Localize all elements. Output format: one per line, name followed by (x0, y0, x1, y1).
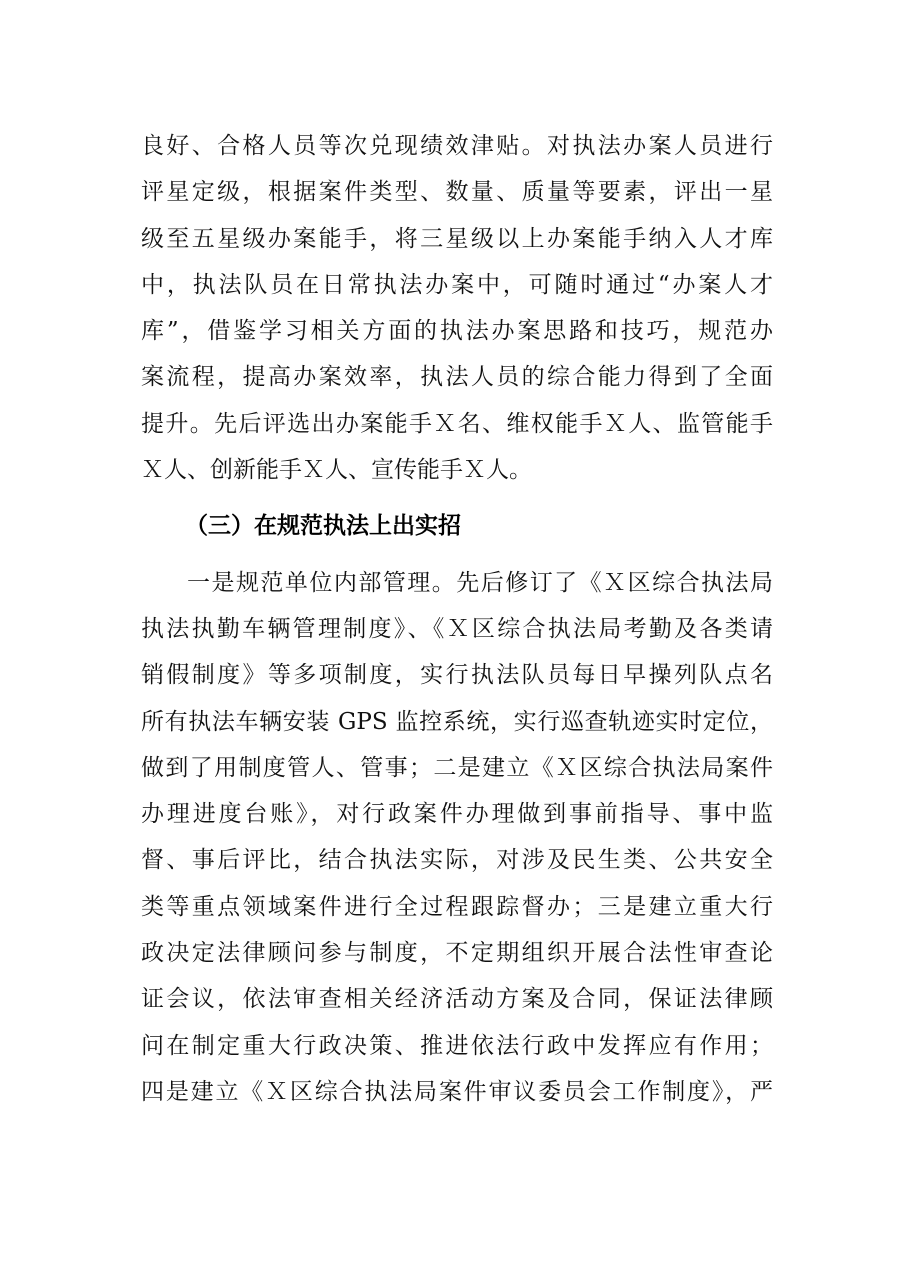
text-line: 库”，借鉴学习相关方面的执法办案思路和技巧，规范办 (141, 318, 773, 345)
text-line: 级至五星级办案能手，将三星级以上办案能手纳入人才库 (141, 225, 773, 252)
paragraph-performance (141, 123, 773, 493)
text-line: 一是规范单位内部管理。先后修订了《Ｘ区综合执法局 (187, 569, 773, 596)
text-line: 所有执法车辆安装 GPS 监控系统，实行巡查轨迹实时定位， (141, 708, 773, 735)
text-line: 评星定级，根据案件类型、数量、质量等要素，评出一星 (141, 179, 773, 206)
text-line: 办理进度台账》，对行政案件办理做到事前指导、事中监 (141, 801, 773, 828)
paragraph-standard-enforcement (141, 560, 773, 1116)
text-line: 四是建立《Ｘ区综合执法局案件审议委员会工作制度》，严 (141, 1078, 773, 1105)
text-line: 督、事后评比，结合执法实际，对涉及民生类、公共安全 (141, 847, 773, 874)
text-line: 做到了用制度管人、管事；二是建立《Ｘ区综合执法局案件 (141, 754, 773, 781)
text-line: 销假制度》等多项制度，实行执法队员每日早操列队点名 (141, 662, 773, 689)
paragraph-gap (141, 550, 773, 560)
document-body (141, 123, 773, 1115)
text-line: Ｘ人、创新能手Ｘ人、宣传能手Ｘ人。 (141, 457, 532, 484)
text-line: 类等重点领域案件进行全过程跟踪督办；三是建立重大行 (141, 893, 773, 920)
section-heading: （三）在规范执法上出实招 (185, 513, 461, 540)
text-line: 中，执法队员在日常执法办案中，可随时通过“办案人才 (141, 271, 773, 298)
text-line: 执法执勤车辆管理制度》、《Ｘ区综合执法局考勤及各类请 (141, 615, 773, 642)
text-line: 提升。先后评选出办案能手Ｘ名、维权能手Ｘ人、监管能手 (141, 410, 773, 437)
text-line: 证会议，依法审查相关经济活动方案及合同，保证法律顾 (141, 986, 773, 1013)
text-line: 案流程，提高办案效率，执法人员的综合能力得到了全面 (141, 364, 773, 391)
paragraph-gap (141, 493, 773, 503)
text-line: 良好、合格人员等次兑现绩效津贴。对执法办案人员进行 (141, 133, 773, 159)
text-line: 问在制定重大行政决策、推进依法行政中发挥应有作用； (141, 1032, 773, 1059)
text-line: 政决定法律顾问参与制度，不定期组织开展合法性审查论 (141, 940, 773, 967)
